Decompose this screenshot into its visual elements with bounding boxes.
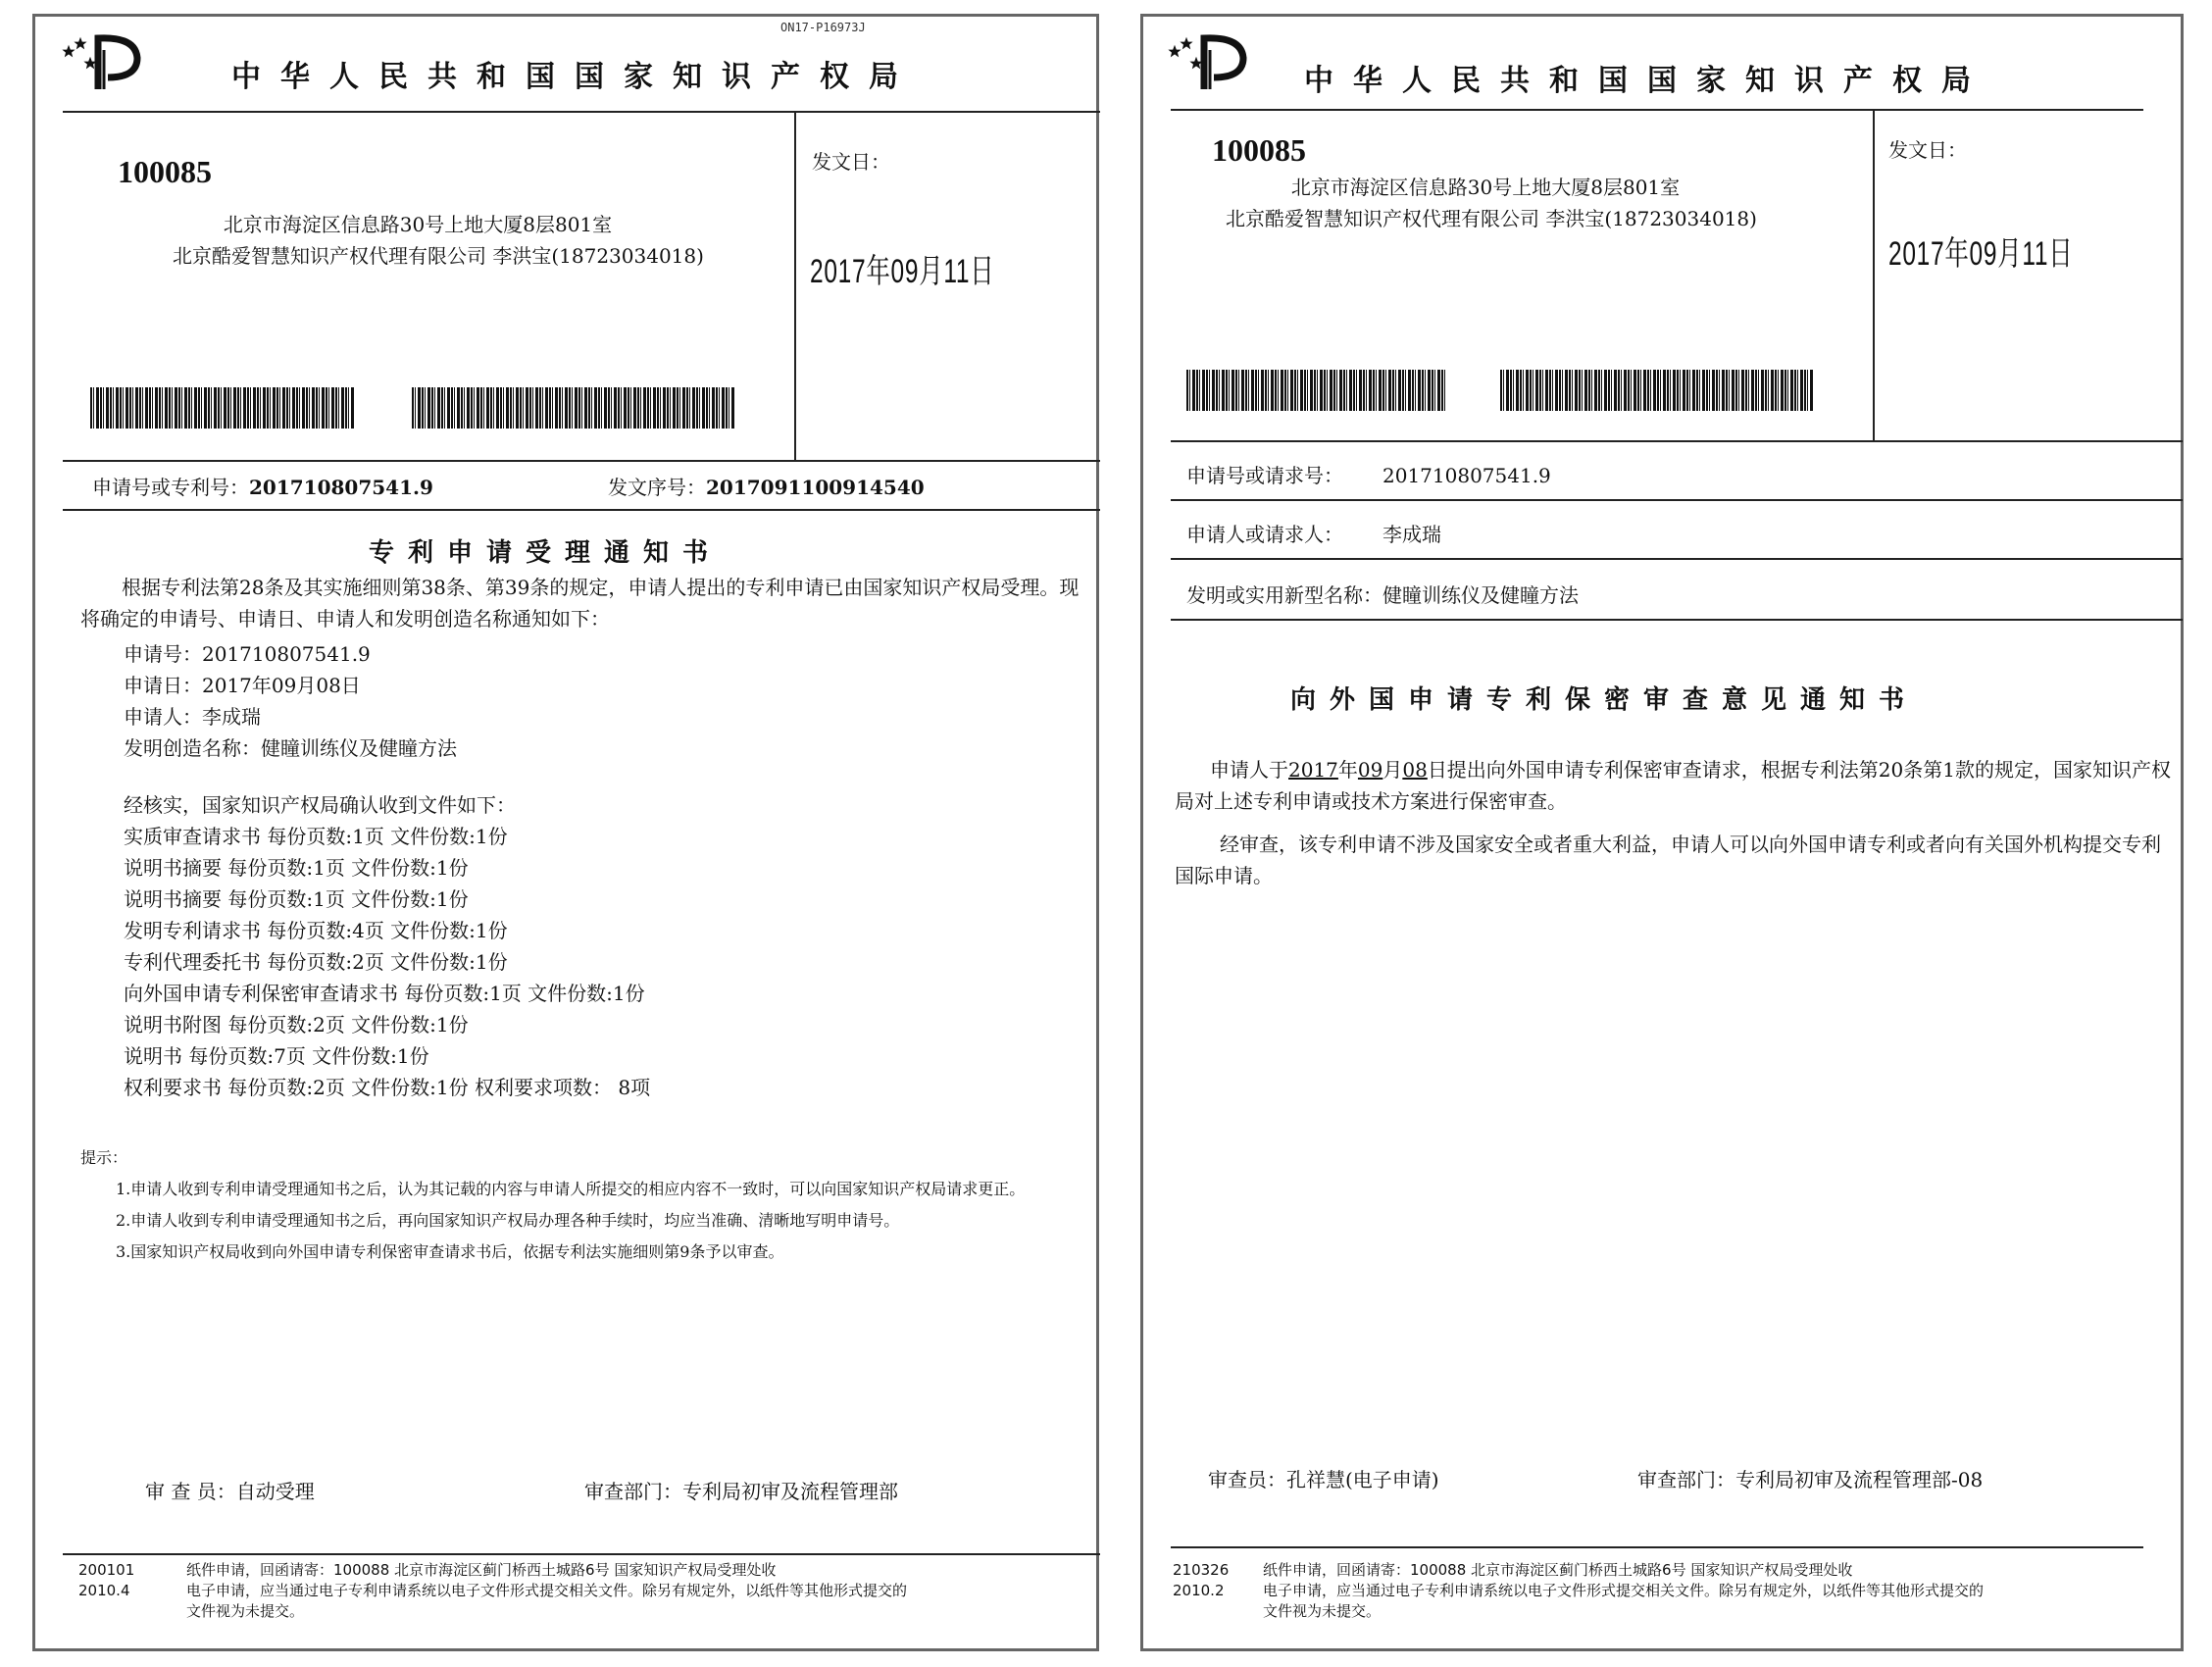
- acceptance-notice-page: [32, 14, 1099, 1651]
- tips-list: [80, 1174, 1095, 1268]
- date-label: 发文日：: [1888, 138, 1967, 162]
- notice-title: 向外国申请专利保密审查意见通知书: [1290, 685, 1919, 715]
- examiner: 审 查 员：自动受理: [145, 1480, 315, 1503]
- list-item: 实质审查请求书 每份页数:1页 文件份数:1份: [124, 825, 508, 848]
- issue-date: 2017年09月11日: [1888, 235, 2074, 273]
- applicant-field: 申请人或请求人： 李成瑞: [1186, 523, 1441, 546]
- recipient-address: [173, 209, 704, 272]
- result-paragraph: 经审查，该专利申请不涉及国家安全或者重大利益，申请人可以向外国申请专利或者向有关国外机构提交专利国际申请。: [1175, 833, 2161, 887]
- list-item: 说明书 每份页数:7页 文件份数:1份: [124, 1044, 429, 1068]
- barcode-icon: [412, 387, 735, 429]
- cnipa-logo-icon: [59, 28, 147, 97]
- list-item: 说明书摘要 每份页数:1页 文件份数:1份: [124, 856, 469, 880]
- examination-department: 审查部门：专利局初审及流程管理部-08: [1637, 1468, 1984, 1491]
- list-item: 说明书附图 每份页数:2页 文件份数:1份: [124, 1013, 469, 1036]
- review-paragraph: 申请人于2017年09月08日提出向外国申请专利保密审查请求，根据专利法第20条第1款的规定，国家知识产权局对上述专利申请或技术方案进行保密审查。: [1175, 758, 2171, 813]
- examination-department: 审查部门：专利局初审及流程管理部: [584, 1480, 898, 1503]
- list-item: 向外国申请专利保密审查请求书 每份页数:1页 文件份数:1份: [124, 982, 645, 1005]
- application-details: 申请号：201710807541.9 申请日：2017年09月08日 申请人：李成瑞 发明创造名称：健瞳训练仪及健瞳方法: [124, 642, 457, 760]
- intro-paragraph: 根据专利法第28条及其实施细则第38条、第39条的规定，申请人提出的专利申请已由国家知识产权局受理。现将确定的申请号、申请日、申请人和发明创造名称通知如下：: [80, 576, 1080, 631]
- footer-note: 纸件申请，回函请寄：100088 北京市海淀区蓟门桥西土城路6号 国家知识产权局受理处收 电子申请，应当通过电子专利申请系统以电子文件形式提交相关文件。除另有规定外，以纸件等其他形式提交的 文件视为未提交。: [1263, 1561, 1985, 1620]
- barcode-icon: [90, 387, 355, 429]
- reference-code: ON17-P16973J: [780, 21, 866, 34]
- received-files-list: [124, 821, 650, 1103]
- cnipa-logo-icon: [1165, 28, 1253, 97]
- application-number-field: 申请号或请求号： 201710807541.9: [1186, 464, 1551, 487]
- footer-note: 纸件申请，回函请寄：100088 北京市海淀区蓟门桥西土城路6号 国家知识产权局受理处收 电子申请，应当通过电子专利申请系统以电子文件形式提交相关文件。除另有规定外，以纸件等其他形式提交的 文件视为未提交。: [186, 1561, 908, 1620]
- issue-date: 2017年09月11日: [810, 253, 995, 290]
- agency-line: 北京酷爱智慧知识产权代理有限公司 李洪宝(18723034018): [173, 244, 704, 268]
- date-label: 发文日：: [812, 150, 890, 174]
- received-intro: 经核实，国家知识产权局确认收到文件如下：: [124, 793, 516, 817]
- barcode-icon: [1500, 370, 1814, 411]
- list-item: 权利要求书 每份页数:2页 文件份数:1份 权利要求项数： 8项: [124, 1076, 651, 1099]
- tips-label: 提示：: [80, 1148, 128, 1167]
- examiner: 审查员：孔祥慧(电子申请): [1208, 1468, 1439, 1491]
- office-title: 中华人民共和国国家知识产权局: [1304, 64, 1990, 98]
- confidentiality-notice-page: [1140, 14, 2184, 1651]
- form-code: 200101 2010.4: [78, 1561, 135, 1599]
- postal-code: 100085: [118, 154, 212, 189]
- office-title: 中华人民共和国国家知识产权局: [231, 60, 918, 94]
- barcode-icon: [1186, 370, 1447, 411]
- serial-number-field: 发文序号：2017091100914540: [608, 476, 925, 499]
- form-code: 210326 2010.2: [1173, 1561, 1230, 1599]
- address-line: 北京市海淀区信息路30号上地大厦8层801室: [223, 213, 613, 236]
- list-item: 2.申请人收到专利申请受理通知书之后，再向国家知识产权局办理各种手续时，均应当准确、清晰地写明申请号。: [116, 1211, 900, 1230]
- list-item: 3.国家知识产权局收到向外国申请专利保密审查请求书后，依据专利法实施细则第9条予以审查。: [116, 1242, 784, 1261]
- list-item: 说明书摘要 每份页数:1页 文件份数:1份: [124, 887, 469, 911]
- recipient-address: [1226, 172, 1757, 234]
- address-line: 北京市海淀区信息路30号上地大厦8层801室: [1290, 176, 1681, 199]
- invention-field: 发明或实用新型名称：健瞳训练仪及健瞳方法: [1186, 583, 1579, 607]
- postal-code: 100085: [1212, 132, 1306, 168]
- application-number-field: 申请号或专利号：201710807541.9: [92, 476, 433, 499]
- list-item: 发明专利请求书 每份页数:4页 文件份数:1份: [124, 919, 508, 942]
- list-item: 1.申请人收到专利申请受理通知书之后，认为其记载的内容与申请人所提交的相应内容不一致时，可以向国家知识产权局请求更正。: [116, 1180, 1026, 1198]
- list-item: 专利代理委托书 每份页数:2页 文件份数:1份: [124, 950, 508, 974]
- agency-line: 北京酷爱智慧知识产权代理有限公司 李洪宝(18723034018): [1226, 207, 1757, 230]
- notice-title: 专利申请受理通知书: [369, 538, 723, 568]
